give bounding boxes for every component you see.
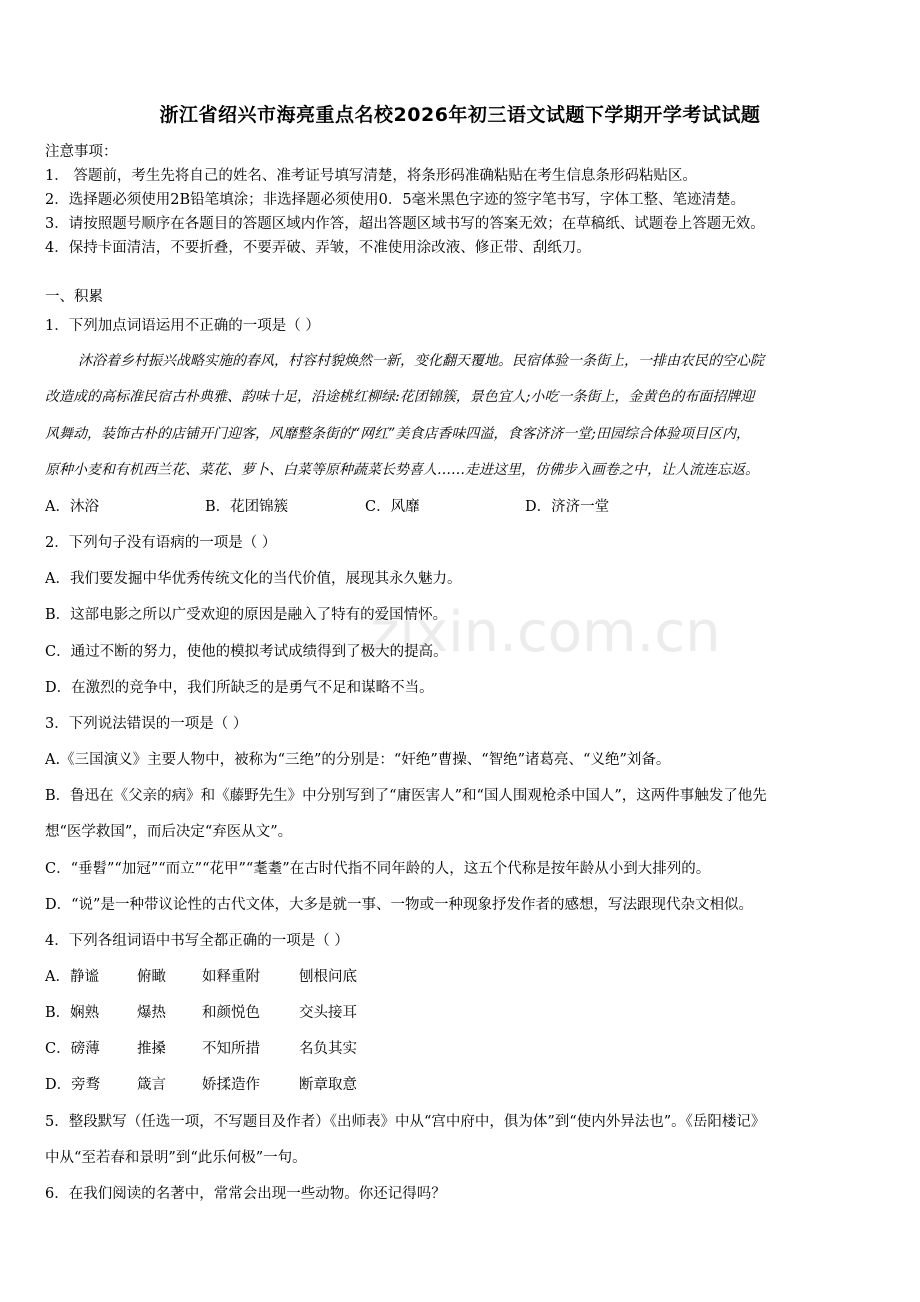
section-heading: 一、积累: [45, 289, 103, 305]
word-item: 娇揉造作: [202, 1077, 260, 1093]
word-item: 和颜悦色: [202, 1005, 260, 1021]
option-c: C．风靡: [365, 499, 420, 515]
question-5-line: 中从“至若春和景明”到“此乐何极”一句。: [45, 1150, 307, 1166]
option-d: D．济济一堂: [525, 499, 610, 515]
word-item: 名负其实: [299, 1041, 357, 1057]
option-b: B．花团锦簇: [205, 499, 289, 515]
question-2-option: D．在激烈的竞争中，我们所缺乏的是勇气不足和谋略不当。: [45, 680, 434, 696]
word-item: A．静谧: [45, 969, 99, 985]
question-2-option: B．这部电影之所以广受欢迎的原因是融入了特有的爱国情怀。: [45, 607, 448, 623]
word-item: 俯瞰: [137, 969, 166, 985]
question-4-stem: 4．下列各组词语中书写全都正确的一项是（ ）: [45, 933, 349, 949]
question-3-option: C．“垂髫”“加冠”“而立”“花甲”“耄耋”在古时代指不同年龄的人，这五个代称是按年龄从小到大排列的。: [45, 861, 711, 877]
question-3-stem: 3．下列说法错误的一项是（ ）: [45, 716, 248, 732]
question-1-passage-line: 改造成的高标准民宿古朴典雅、韵味十足，沿途桃红柳绿:花团锦簇，景色宜人;小吃一条街上，金黄色的布面招牌迎: [45, 389, 755, 405]
question-2-stem: 2．下列句子没有语病的一项是（ ）: [45, 535, 277, 551]
word-item: 爆热: [137, 1005, 166, 1021]
notice-item: 4．保持卡面清洁，不要折叠，不要弄破、弄皱，不准使用涂改液、修正带、刮纸刀。: [45, 240, 591, 256]
notice-item: 2．选择题必须使用2B铅笔填涂；非选择题必须使用0．5毫米黑色字迹的签字笔书写，字体工整、笔迹清楚。: [45, 192, 746, 208]
word-item: 推搡: [137, 1041, 166, 1057]
question-1-passage-line: 原种小麦和有机西兰花、菜花、萝卜、白菜等原种蔬菜长势喜人……走进这里，仿佛步入画卷之中，让人流连忘返。: [45, 462, 759, 478]
word-item: 刨根问底: [299, 969, 357, 985]
word-item: D．旁骛: [45, 1077, 101, 1093]
notice-item: 1． 答题前，考生先将自己的姓名、准考证号填写清楚，将条形码准确粘贴在考生信息条形码粘贴区。: [45, 168, 697, 184]
page-title: 浙江省绍兴市海亮重点名校2026年初三语文试题下学期开学考试试题: [159, 104, 761, 126]
question-1-passage-line: 沐浴着乡村振兴战略实施的春风，村容村貌焕然一新，变化翻天覆地。民宿体验一条街上，一排由农民的空心院: [78, 353, 764, 369]
watermark-text: zixin.com.cn: [370, 600, 721, 665]
notice-item: 3．请按照题号顺序在各题目的答题区域内作答，超出答题区域书写的答案无效；在草稿纸、试题卷上答题无效。: [45, 216, 765, 232]
notice-heading: 注意事项：: [45, 144, 118, 160]
question-3-option: A.《三国演义》主要人物中，被称为“三绝”的分别是：“奸绝”曹操、“智绝”诸葛亮、“义绝”刘备。: [45, 752, 671, 768]
question-3-option-cont: 想“医学救国”，而后决定“弃医从文”。: [45, 824, 293, 840]
word-item: 不知所措: [202, 1041, 260, 1057]
word-item: 交头接耳: [299, 1005, 357, 1021]
question-3-option: B．鲁迅在《父亲的病》和《藤野先生》中分别写到了“庸医害人”和“国人围观枪杀中国人”，这两件事触发了他先: [45, 788, 767, 804]
question-5-line: 5．整段默写（任选一项，不写题目及作者）《出师表》中从“宫中府中，俱为体”到“使内外异法也”。《岳阳楼记》: [45, 1114, 766, 1130]
question-1-passage-line: 风舞动，装饰古朴的店铺开门迎客，风靡整条街的“网红”美食店香味四溢，食客济济一堂;田园综合体验项目区内，: [45, 426, 751, 442]
option-a: A．沐浴: [45, 499, 99, 515]
word-item: 如释重附: [202, 969, 260, 985]
question-3-option: D．“说”是一种带议论性的古代文体，大多是就一事、一物或一种现象抒发作者的感想，写法跟现代杂文相似。: [45, 897, 753, 913]
word-item: 箴言: [137, 1077, 166, 1093]
question-2-option: A．我们要发掘中华优秀传统文化的当代价值，展现其永久魅力。: [45, 571, 462, 587]
question-1-stem: 1．下列加点词语运用不正确的一项是（ ）: [45, 318, 320, 334]
question-6-stem: 6．在我们阅读的名著中，常常会出现一些动物。你还记得吗？: [45, 1186, 446, 1202]
word-item: C．磅薄: [45, 1041, 100, 1057]
question-2-option: C．通过不断的努力，使他的模拟考试成绩得到了极大的提高。: [45, 644, 448, 660]
word-item: 断章取意: [299, 1077, 357, 1093]
word-item: B．娴熟: [45, 1005, 100, 1021]
